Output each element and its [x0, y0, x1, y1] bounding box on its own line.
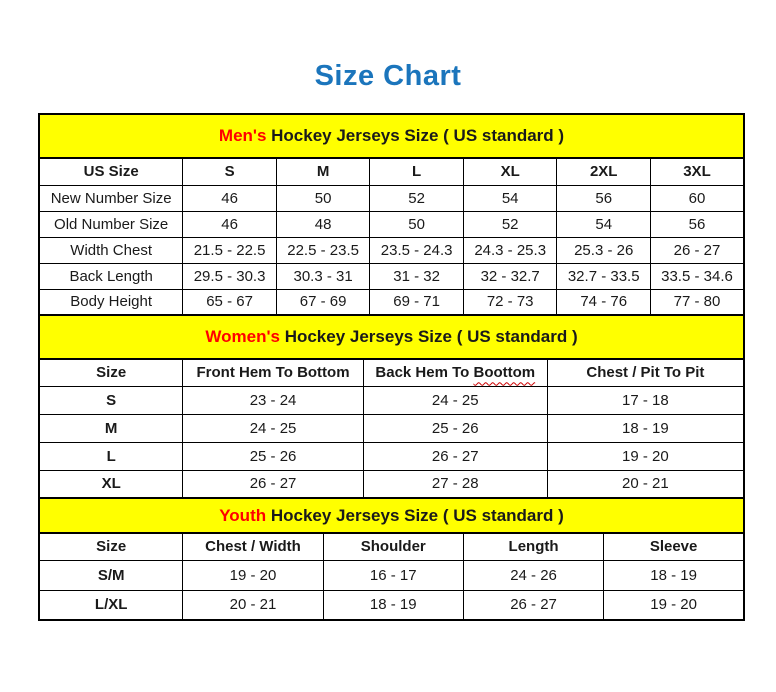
- size-value: 32.7 - 33.5: [557, 263, 651, 289]
- row-label: S: [39, 386, 183, 414]
- size-value: 48: [276, 211, 370, 237]
- youth-size-table: [38, 497, 745, 621]
- youth-data-row: [39, 560, 744, 590]
- womens-data-row: [39, 442, 744, 470]
- mens-data-row: [39, 211, 744, 237]
- page-title: Size Chart: [314, 60, 462, 92]
- size-value: 67 - 69: [276, 289, 370, 315]
- youth-col-header: Length: [463, 533, 603, 560]
- womens-data-row: [39, 386, 744, 414]
- mens-col-header: 3XL: [650, 158, 744, 185]
- size-tables: [38, 113, 745, 621]
- size-value: 65 - 67: [183, 289, 277, 315]
- size-value: 50: [370, 211, 464, 237]
- size-value: 23 - 24: [183, 386, 363, 414]
- size-value: 32 - 32.7: [463, 263, 557, 289]
- size-value: 46: [183, 185, 277, 211]
- size-value: 33.5 - 34.6: [650, 263, 744, 289]
- size-value: 24.3 - 25.3: [463, 237, 557, 263]
- size-value: 26 - 27: [363, 442, 547, 470]
- row-label: Old Number Size: [39, 211, 183, 237]
- mens-data-row: [39, 185, 744, 211]
- row-label: M: [39, 414, 183, 442]
- womens-col-header: Back Hem To Boottom: [363, 359, 547, 386]
- size-value: 69 - 71: [370, 289, 464, 315]
- size-value: 24 - 25: [183, 414, 363, 442]
- size-value: 46: [183, 211, 277, 237]
- size-value: 16 - 17: [323, 560, 463, 590]
- mens-col-header: 2XL: [557, 158, 651, 185]
- youth-band-highlight: Youth: [219, 505, 267, 525]
- size-value: 25 - 26: [183, 442, 363, 470]
- size-value: 27 - 28: [363, 470, 547, 498]
- size-value: 56: [650, 211, 744, 237]
- size-value: 52: [463, 211, 557, 237]
- mens-col-header: L: [370, 158, 464, 185]
- youth-col-header: Chest / Width: [183, 533, 323, 560]
- mens-data-row: [39, 237, 744, 263]
- womens-col-header: Chest / Pit To Pit: [547, 359, 744, 386]
- mens-size-table: [38, 113, 745, 316]
- size-value: 25 - 26: [363, 414, 547, 442]
- size-value: 24 - 26: [463, 560, 603, 590]
- womens-data-row: [39, 414, 744, 442]
- size-value: 23.5 - 24.3: [370, 237, 464, 263]
- size-value: 31 - 32: [370, 263, 464, 289]
- size-value: 30.3 - 31: [276, 263, 370, 289]
- womens-data-row: [39, 470, 744, 498]
- womens-col-header: Size: [39, 359, 183, 386]
- size-value: 19 - 20: [183, 560, 323, 590]
- size-value: 29.5 - 30.3: [183, 263, 277, 289]
- womens-col-header: Front Hem To Bottom: [183, 359, 363, 386]
- size-value: 77 - 80: [650, 289, 744, 315]
- size-value: 54: [463, 185, 557, 211]
- size-value: 56: [557, 185, 651, 211]
- size-value: 72 - 73: [463, 289, 557, 315]
- youth-section-band: [39, 498, 744, 533]
- size-value: 74 - 76: [557, 289, 651, 315]
- row-label: XL: [39, 470, 183, 498]
- size-value: 18 - 19: [604, 560, 744, 590]
- size-value: 60: [650, 185, 744, 211]
- womens-section-band: [39, 315, 744, 359]
- womens-size-table: [38, 314, 745, 499]
- size-value: 19 - 20: [604, 590, 744, 620]
- mens-band-text: Hockey Jerseys Size ( US standard ): [266, 126, 565, 145]
- size-value: 26 - 27: [650, 237, 744, 263]
- mens-col-header: US Size: [39, 158, 183, 185]
- youth-col-header: Size: [39, 533, 183, 560]
- row-label: L/XL: [39, 590, 183, 620]
- size-value: 25.3 - 26: [557, 237, 651, 263]
- mens-band-highlight: Men's: [218, 126, 267, 145]
- mens-col-header: XL: [463, 158, 557, 185]
- size-value: 20 - 21: [183, 590, 323, 620]
- youth-data-row: [39, 590, 744, 620]
- womens-band-highlight: Women's: [205, 327, 280, 346]
- size-value: 19 - 20: [547, 442, 744, 470]
- mens-col-header: S: [183, 158, 277, 185]
- row-label: S/M: [39, 560, 183, 590]
- mens-data-row: [39, 263, 744, 289]
- size-value: 18 - 19: [323, 590, 463, 620]
- size-value: 54: [557, 211, 651, 237]
- womens-band-text: Hockey Jerseys Size ( US standard ): [279, 327, 578, 346]
- size-value: 20 - 21: [547, 470, 744, 498]
- misspelled-word-squiggle: Boottom: [473, 364, 536, 382]
- size-value: 26 - 27: [183, 470, 363, 498]
- mens-col-header: M: [276, 158, 370, 185]
- size-value: 52: [370, 185, 464, 211]
- size-value: 24 - 25: [363, 386, 547, 414]
- row-label: Width Chest: [39, 237, 183, 263]
- mens-section-band: [39, 114, 744, 158]
- youth-band-text: Hockey Jerseys Size ( US standard ): [266, 505, 564, 525]
- size-value: 21.5 - 22.5: [183, 237, 277, 263]
- row-label: L: [39, 442, 183, 470]
- youth-col-header: Sleeve: [604, 533, 744, 560]
- size-value: 22.5 - 23.5: [276, 237, 370, 263]
- youth-col-header: Shoulder: [323, 533, 463, 560]
- size-value: 18 - 19: [547, 414, 744, 442]
- row-label: Back Length: [39, 263, 183, 289]
- mens-data-row: [39, 289, 744, 315]
- size-value: 50: [276, 185, 370, 211]
- row-label: New Number Size: [39, 185, 183, 211]
- row-label: Body Height: [39, 289, 183, 315]
- size-value: 17 - 18: [547, 386, 744, 414]
- size-value: 26 - 27: [463, 590, 603, 620]
